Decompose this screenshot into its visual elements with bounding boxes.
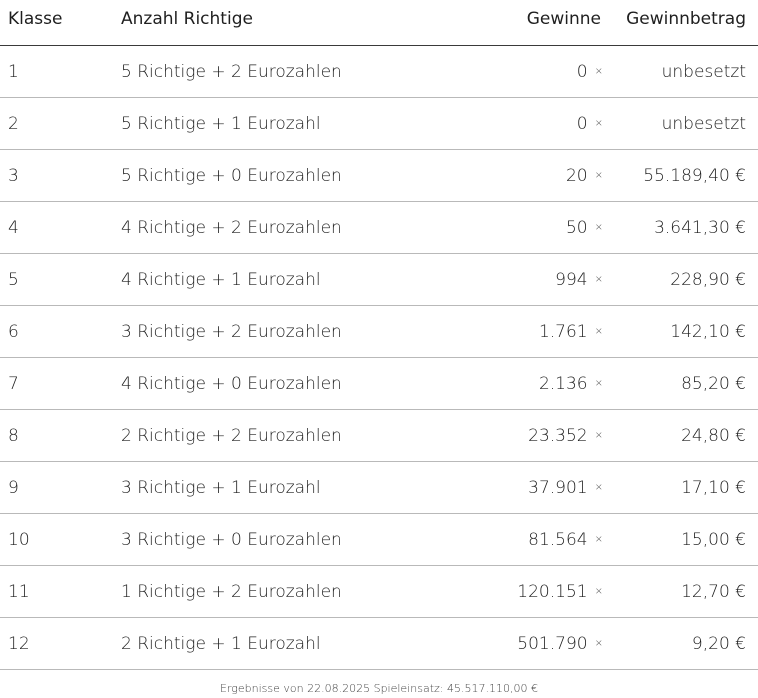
cell-anzahl: 4 Richtige + 2 Eurozahlen <box>121 217 342 238</box>
cell-gewinne <box>517 566 601 617</box>
cell-klasse: 10 <box>8 529 30 550</box>
header-klasse: Klasse <box>8 8 63 29</box>
times-icon: × <box>594 170 603 181</box>
cell-anzahl: 1 Richtige + 2 Eurozahlen <box>121 581 342 602</box>
cell-anzahl: 3 Richtige + 0 Eurozahlen <box>121 529 342 550</box>
table-row <box>0 150 758 202</box>
times-icon: × <box>594 586 603 597</box>
cell-anzahl: 5 Richtige + 1 Eurozahl <box>121 113 321 134</box>
cell-klasse: 1 <box>8 61 19 82</box>
cell-anzahl: 2 Richtige + 2 Eurozahlen <box>121 425 342 446</box>
cell-klasse: 6 <box>8 321 19 342</box>
gewinne-value: 501.790 <box>517 633 588 654</box>
results-footer: Ergebnisse von 22.08.2025 Spieleinsatz: 45.517.110,00 € <box>220 682 538 695</box>
table-row <box>0 98 758 150</box>
cell-gewinne <box>528 514 601 565</box>
cell-gewinnbetrag: 12,70 € <box>681 581 746 602</box>
times-icon: × <box>594 118 603 129</box>
cell-klasse: 8 <box>8 425 19 446</box>
table-row <box>0 462 758 514</box>
cell-klasse: 3 <box>8 165 19 186</box>
cell-anzahl: 4 Richtige + 0 Eurozahlen <box>121 373 342 394</box>
cell-anzahl: 5 Richtige + 2 Eurozahlen <box>121 61 342 82</box>
table-row <box>0 410 758 462</box>
cell-klasse: 4 <box>8 217 19 238</box>
table-row <box>0 566 758 618</box>
gewinne-value: 120.151 <box>517 581 588 602</box>
table-row <box>0 358 758 410</box>
cell-gewinnbetrag: unbesetzt <box>661 113 746 134</box>
table-row <box>0 306 758 358</box>
cell-gewinne <box>577 46 601 97</box>
cell-klasse: 7 <box>8 373 19 394</box>
gewinne-value: 0 <box>576 113 588 134</box>
cell-gewinnbetrag: 55.189,40 € <box>643 165 746 186</box>
times-icon: × <box>594 378 603 389</box>
gewinne-value: 23.352 <box>528 425 588 446</box>
cell-gewinne <box>566 202 601 253</box>
cell-gewinne <box>566 150 601 201</box>
cell-klasse: 12 <box>8 633 30 654</box>
header-anzahl-richtige: Anzahl Richtige <box>121 8 253 29</box>
table-row <box>0 254 758 306</box>
cell-klasse: 9 <box>8 477 19 498</box>
cell-gewinne <box>528 462 601 513</box>
times-icon: × <box>594 326 603 337</box>
cell-gewinnbetrag: 85,20 € <box>681 373 746 394</box>
cell-gewinne <box>555 254 601 305</box>
gewinne-value: 994 <box>555 269 588 290</box>
times-icon: × <box>594 274 603 285</box>
header-gewinnbetrag: Gewinnbetrag <box>626 8 746 29</box>
table-row <box>0 514 758 566</box>
gewinne-value: 0 <box>576 61 588 82</box>
cell-klasse: 11 <box>8 581 30 602</box>
header-gewinne: Gewinne <box>526 8 601 29</box>
cell-gewinnbetrag: 228,90 € <box>670 269 746 290</box>
cell-gewinnbetrag: 9,20 € <box>691 633 746 654</box>
gewinne-value: 2.136 <box>538 373 588 394</box>
gewinne-value: 1.761 <box>538 321 588 342</box>
cell-klasse: 2 <box>8 113 19 134</box>
cell-anzahl: 3 Richtige + 1 Eurozahl <box>121 477 321 498</box>
cell-anzahl: 3 Richtige + 2 Eurozahlen <box>121 321 342 342</box>
cell-gewinnbetrag: 15,00 € <box>681 529 746 550</box>
table-header <box>0 0 758 46</box>
cell-gewinne <box>539 306 601 357</box>
cell-gewinne <box>539 358 601 409</box>
gewinne-value: 81.564 <box>528 529 588 550</box>
cell-gewinnbetrag: 142,10 € <box>670 321 746 342</box>
cell-klasse: 5 <box>8 269 19 290</box>
cell-gewinne <box>577 98 601 149</box>
cell-anzahl: 2 Richtige + 1 Eurozahl <box>121 633 321 654</box>
table-row <box>0 618 758 670</box>
cell-gewinnbetrag: 17,10 € <box>681 477 746 498</box>
times-icon: × <box>594 482 603 493</box>
cell-gewinne <box>517 618 601 669</box>
gewinne-value: 50 <box>565 217 588 238</box>
table-row <box>0 46 758 98</box>
cell-gewinne <box>528 410 601 461</box>
times-icon: × <box>594 638 603 649</box>
cell-gewinnbetrag: 24,80 € <box>681 425 746 446</box>
cell-anzahl: 4 Richtige + 1 Eurozahl <box>121 269 321 290</box>
gewinne-value: 20 <box>565 165 588 186</box>
cell-gewinnbetrag: 3.641,30 € <box>654 217 746 238</box>
table-row <box>0 202 758 254</box>
cell-gewinnbetrag: unbesetzt <box>661 61 746 82</box>
times-icon: × <box>594 534 603 545</box>
gewinne-value: 37.901 <box>528 477 588 498</box>
cell-anzahl: 5 Richtige + 0 Eurozahlen <box>121 165 342 186</box>
times-icon: × <box>594 430 603 441</box>
times-icon: × <box>594 222 603 233</box>
times-icon: × <box>594 66 603 77</box>
